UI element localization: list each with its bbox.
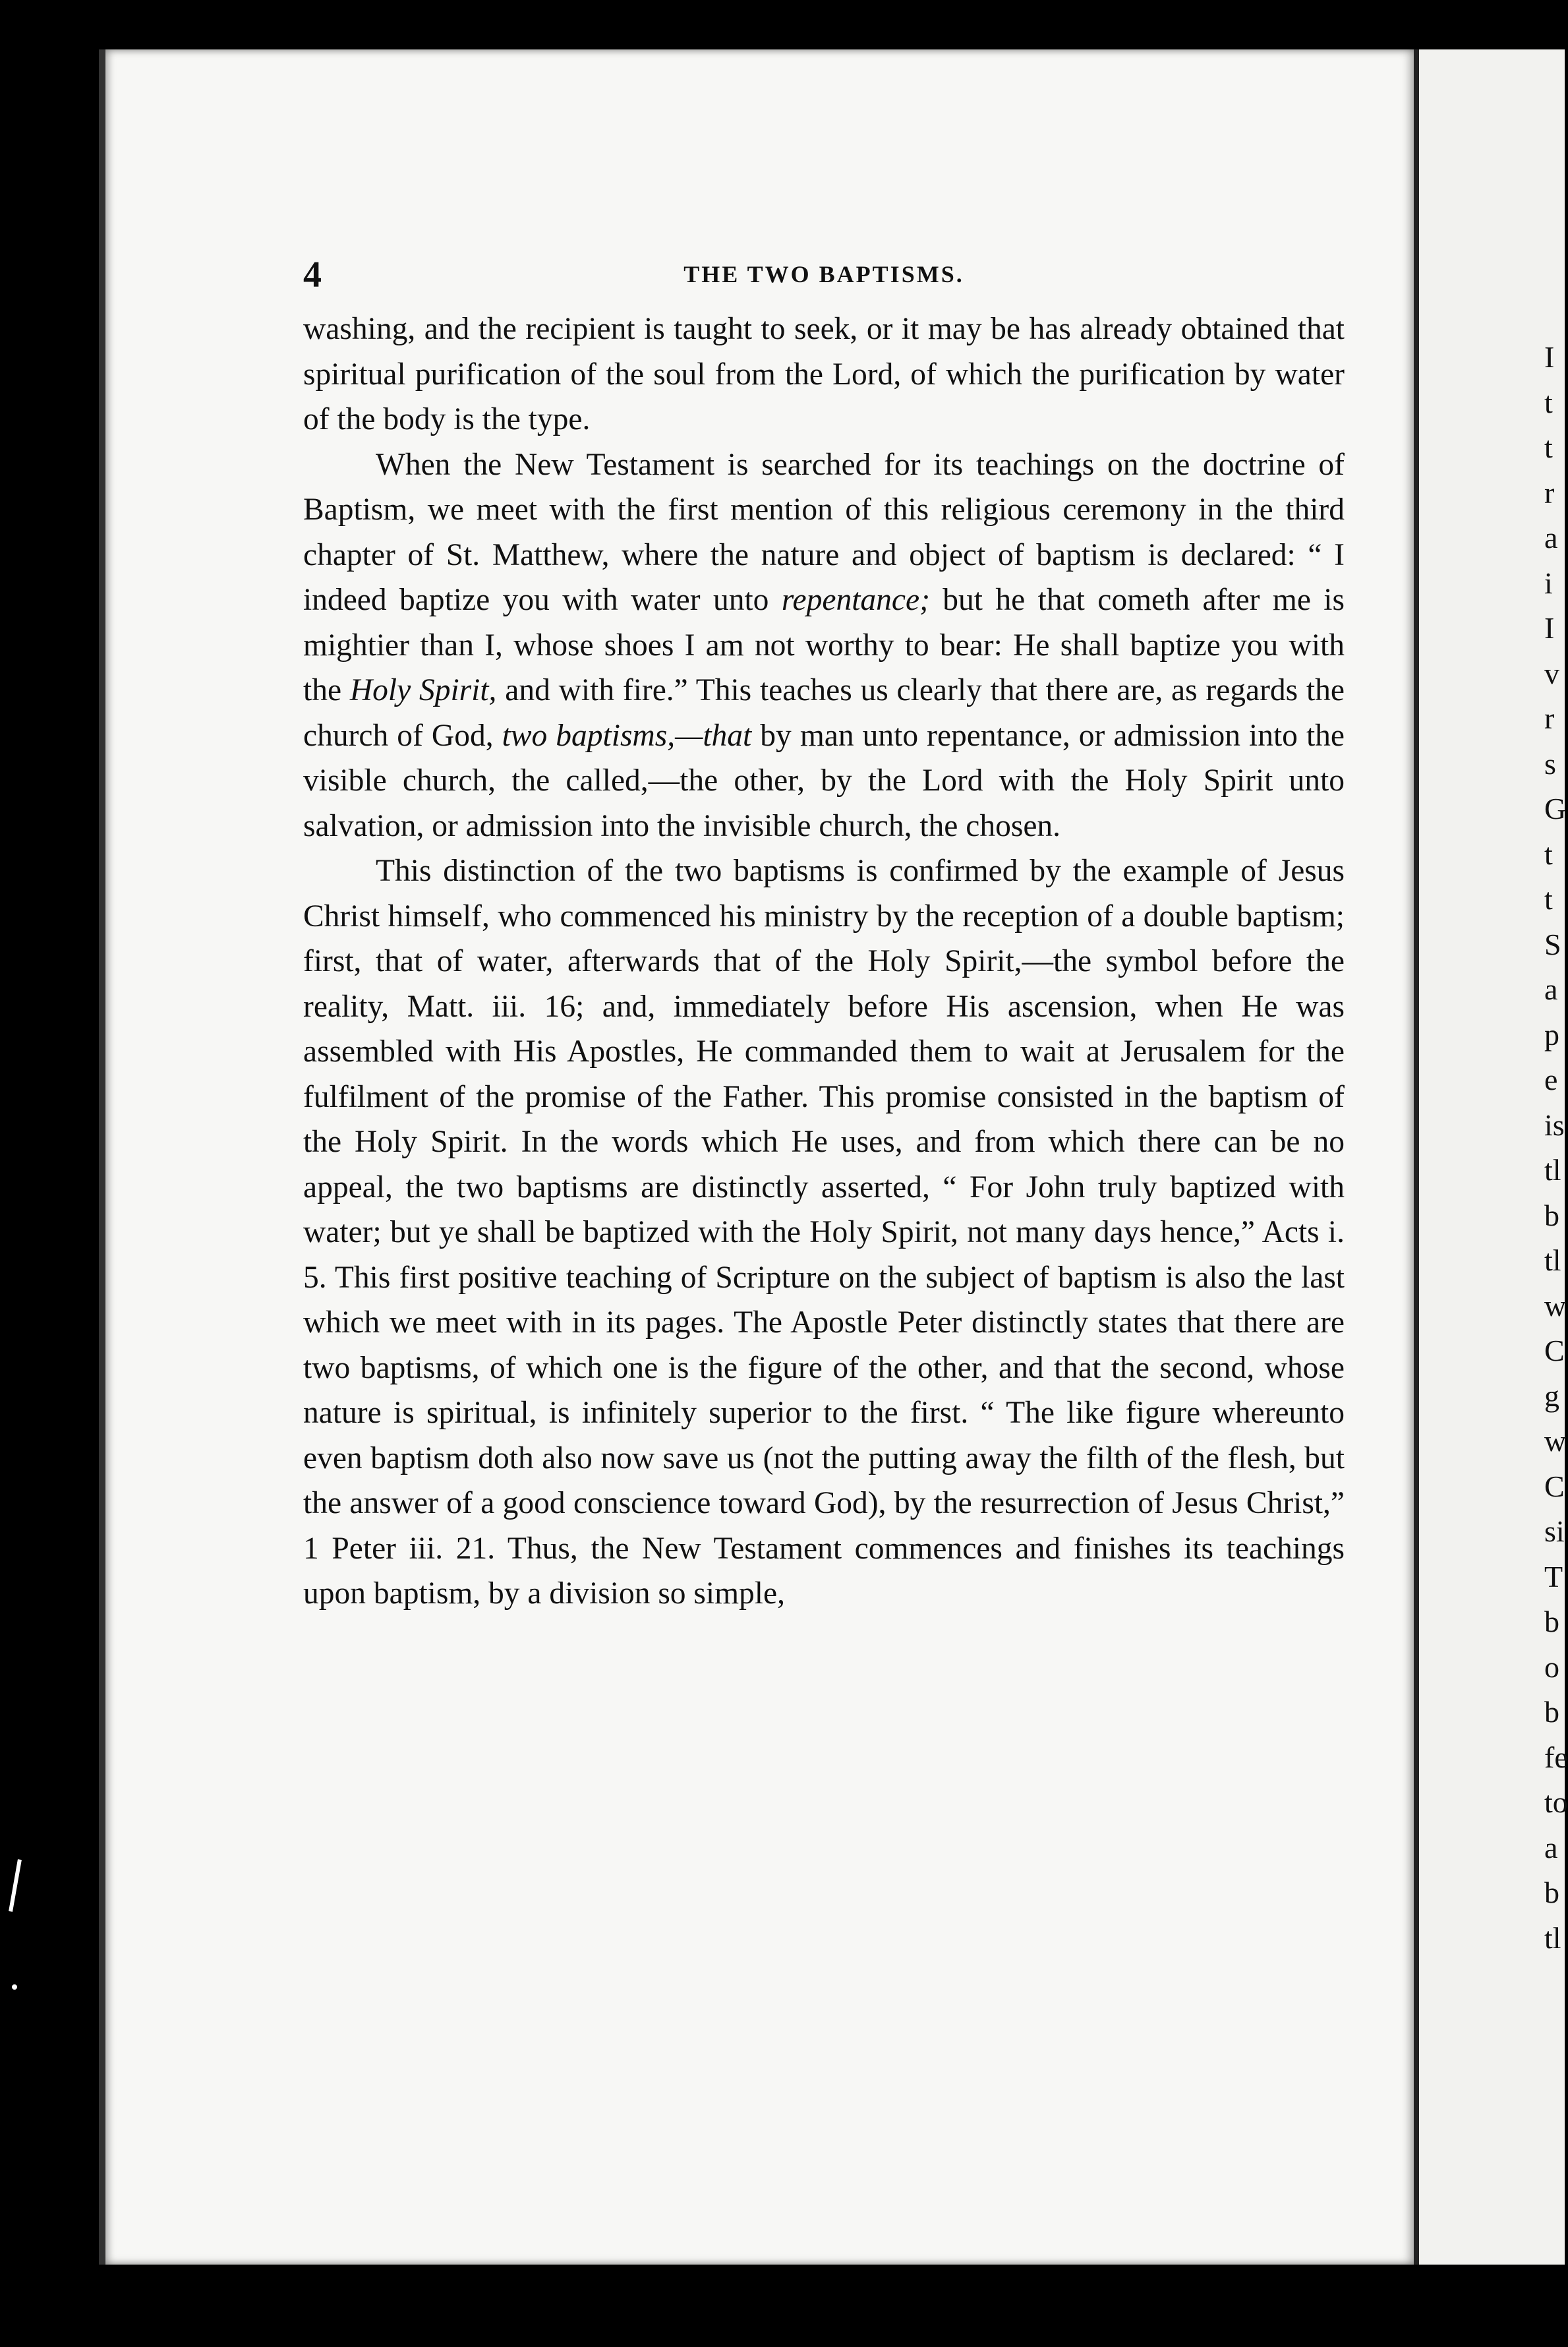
right-page-fragment: o	[1544, 1649, 1559, 1684]
right-page-fragment: t	[1544, 882, 1553, 916]
right-page-fragment: t	[1544, 837, 1553, 871]
right-page-fragment: to	[1544, 1785, 1568, 1819]
right-page-fragment: C	[1544, 1334, 1565, 1367]
right-page-fragment: s	[1544, 746, 1556, 781]
paragraph-2-text-c: and with fire.” This teaches us clearly that there are, as regards the church of God,	[303, 673, 1345, 753]
italic-holy-spirit: Holy Spirit,	[349, 673, 497, 707]
right-page-fragment: b	[1544, 1198, 1559, 1232]
right-page-fragment: b	[1544, 1695, 1559, 1729]
right-page-fragment: a	[1544, 972, 1558, 1006]
right-page-fragment: I	[1544, 611, 1555, 645]
right-page-fragment: i	[1544, 566, 1553, 600]
right-page-fragment: G	[1544, 792, 1567, 825]
right-page-fragment: C	[1544, 1469, 1565, 1503]
right-page-fragment: S	[1544, 927, 1561, 961]
italic-two-baptisms: two baptisms,—that	[502, 718, 752, 753]
paragraph-1: washing, and the recipient is taught to seek, or it may be has already obtained that spiritual purification of the soul from the Lord, of which the purification by water of the body is the type.	[303, 312, 1345, 436]
paragraph-3: This distinction of the two baptisms is confirmed by the example of Jesus Christ himself, who commenced his ministry by the reception of a double baptism; first, that of water, afterwards that of the Holy Spirit,—the symbol before the reality, Matt. iii. 16; and, immediately before His ascension, when He was assembled with His Apostles, He commanded them to wait at Jerusalem for the fulfilment of the promise of the Father. This promise consisted in the baptism of the Holy Spirit. In the words which He uses, and from which there can be no appeal, the two baptisms are distinctly asserted, “ For John truly baptized with water; but ye shall be baptized with the Holy Spirit, not many days hence,” Acts i. 5. This first positive teaching of Scripture on the subject of baptism is also the last which we meet with in its pages. The Apostle Peter distinctly states that there are two baptisms, of which one is the figure of the other, and that the second, whose nature is spiritual, is infinitely superior to the first. “ The like figure whereunto even baptism doth also now save us (not the putting away the filth of the flesh, but the answer of a good conscience toward God), by the resurrection of Jesus Christ,” 1 Peter iii. 21. Thus, the New Testament commences and finishes its teachings upon baptism, by a division so simple,	[303, 854, 1345, 1611]
right-page-fragment: w	[1544, 1288, 1567, 1322]
right-page-fragment: a	[1544, 521, 1558, 554]
page-number: 4	[303, 254, 322, 295]
right-page-fragment: si	[1544, 1514, 1565, 1548]
right-page-fragment: b	[1544, 1876, 1559, 1909]
right-page-fragment: g	[1544, 1379, 1559, 1413]
right-page-fragment: t	[1544, 431, 1553, 464]
running-title: THE TWO BAPTISMS.	[683, 261, 964, 287]
right-page-fragment: fe	[1544, 1740, 1568, 1774]
right-page-fragment: T	[1544, 1559, 1563, 1593]
right-page-fragment: tl	[1544, 1153, 1561, 1187]
right-page-fragment: tl	[1544, 1920, 1561, 1955]
right-page-fragment: a	[1544, 1830, 1558, 1864]
paragraph-2-text-b: but he that cometh after me is mightier than I, whose shoes I am not worthy to bear: He shall baptize you with the	[303, 583, 1345, 707]
right-page-fragment: r	[1544, 701, 1555, 735]
scan-dot	[12, 1984, 17, 1990]
paragraph-2-text-d: by man unto repentance, or admission into the visible church, the called,—the other, by the Lord with the Holy Spirit unto salvation, or admission into the invisible church, the chosen.	[303, 718, 1345, 843]
paragraph-2	[303, 442, 1345, 849]
right-page-fragment: b	[1544, 1605, 1559, 1638]
right-page-fragment: tl	[1544, 1243, 1561, 1277]
italic-repentance: repentance;	[781, 583, 930, 617]
right-page-fragment: is	[1544, 1108, 1565, 1142]
right-page-fragment: w	[1544, 1424, 1567, 1458]
right-page-edge	[1414, 49, 1568, 2265]
right-page-fragment: p	[1544, 1017, 1559, 1052]
scan-mark	[9, 1859, 22, 1912]
right-page-fragment: v	[1544, 656, 1559, 690]
page-content	[303, 247, 1345, 1617]
right-page-fragment: t	[1544, 385, 1553, 419]
right-page-fragment: I	[1544, 340, 1555, 374]
running-head	[303, 247, 1345, 307]
right-page-fragment: e	[1544, 1063, 1558, 1096]
right-page-fragment: r	[1544, 475, 1555, 510]
left-page	[99, 49, 1417, 2265]
paragraph-2-text-a: When the New Testament is searched for its teachings on the doctrine of Baptism, we meet with the first mention of this religious ceremony in the third chapter of St. Matthew, where the nature and object of baptism is declared: “ I indeed baptize you with water unto	[303, 447, 1345, 617]
